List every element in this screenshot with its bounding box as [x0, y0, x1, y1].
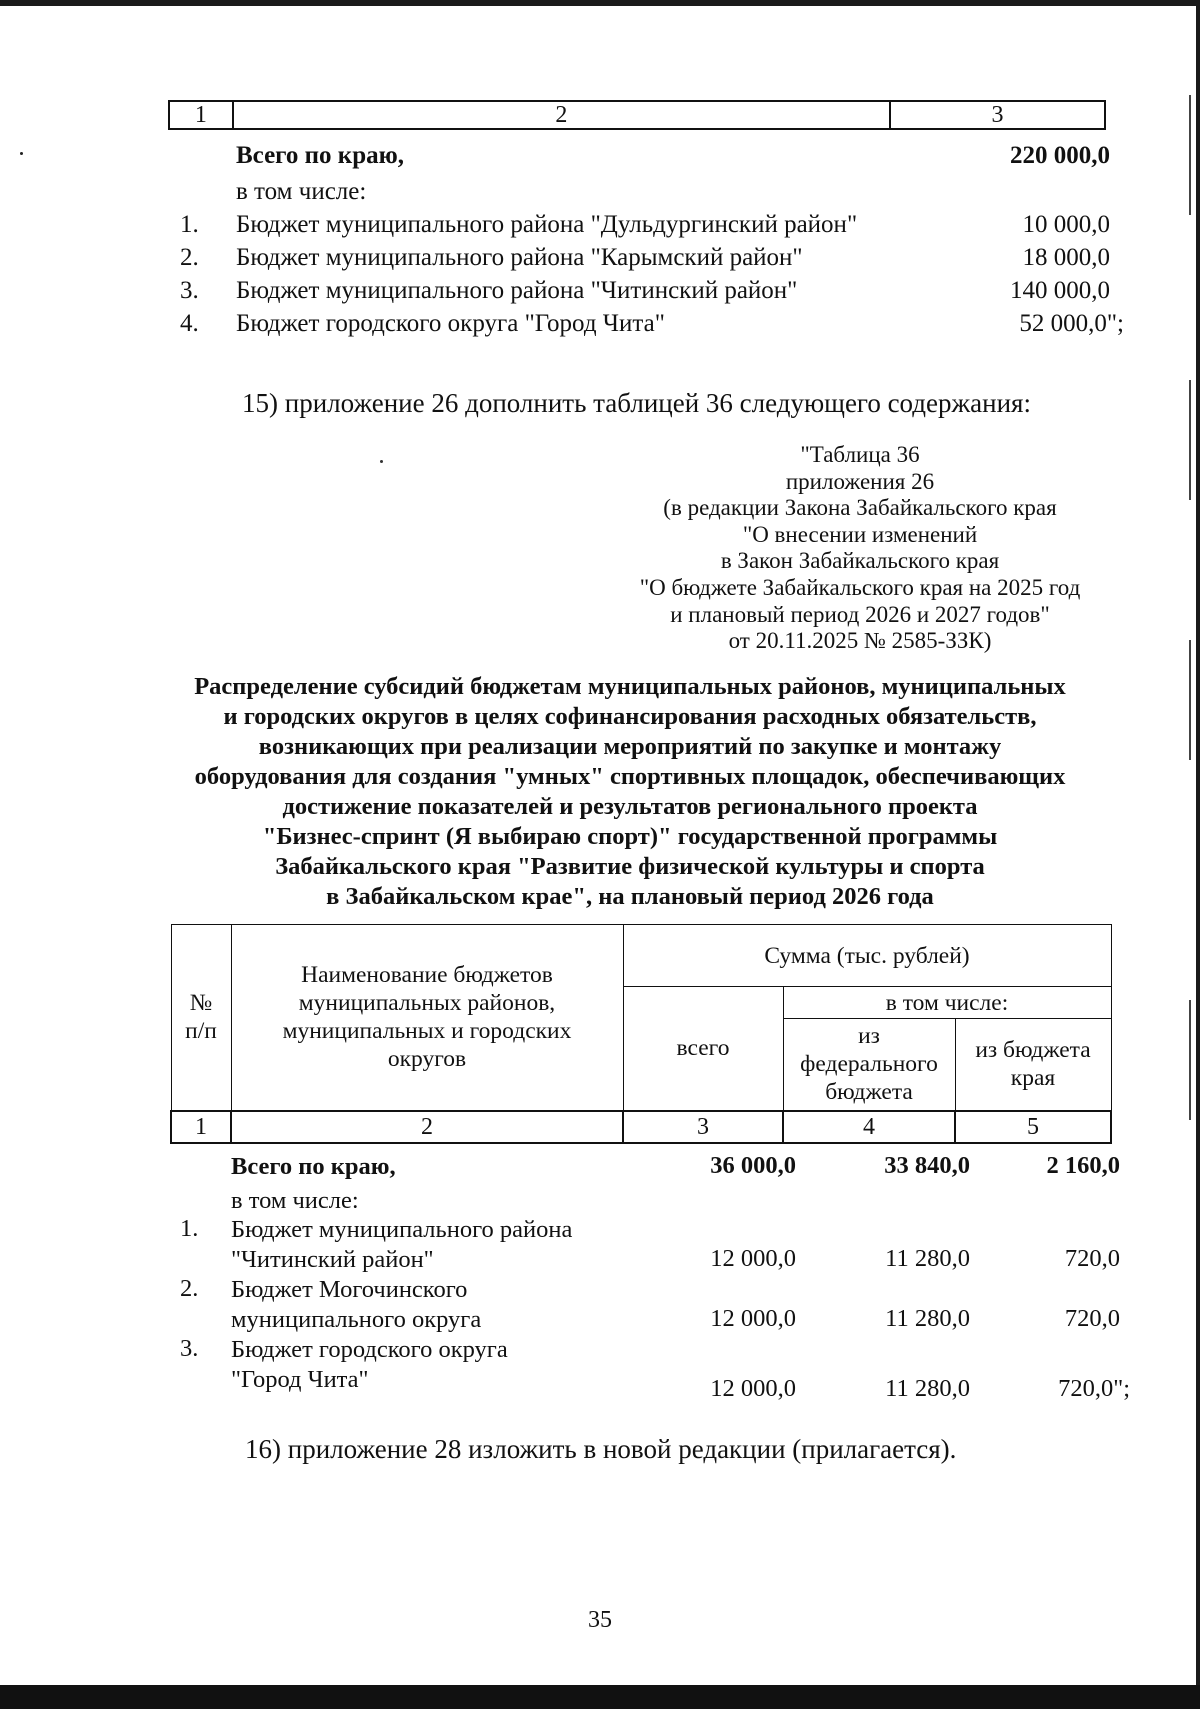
title-line: в Забайкальском крае", на плановый период 2026 года	[326, 883, 934, 910]
top-table-index-cell: 1	[170, 102, 234, 128]
top-table-index-row	[168, 100, 1106, 130]
row-regional: 720,0	[1064, 1245, 1120, 1272]
header-sum: Сумма (тыс. рублей)	[623, 925, 1111, 987]
scan-edge-mark	[1189, 95, 1191, 215]
caption-line: приложения 26	[785, 468, 935, 494]
row-name-line1: Бюджет Могочинского	[231, 1276, 468, 1303]
table-row	[180, 310, 1124, 342]
top-table-total-label: Всего по краю,	[236, 142, 404, 169]
title-line: возникающих при реализации мероприятий по закупке и монтажу	[258, 733, 1002, 760]
caption-line: и плановый период 2026 и 2027 годов"	[670, 601, 1050, 627]
subtotal-label: в том числе:	[231, 1187, 359, 1214]
row-regional: 720,0	[1064, 1305, 1120, 1332]
top-table-total-row	[180, 142, 1110, 174]
main-table-index-row	[171, 1111, 1111, 1143]
row-number: 4.	[180, 310, 199, 337]
header-num: № п/п	[171, 925, 231, 1111]
row-number: 1.	[180, 211, 199, 238]
row-number: 3.	[180, 277, 199, 304]
row-federal: 11 280,0	[885, 1375, 970, 1402]
row-total: 12 000,0	[710, 1375, 796, 1402]
scan-edge-mark	[1189, 640, 1191, 760]
total-label: Всего по краю,	[231, 1153, 396, 1180]
top-table-subtotal-row	[180, 178, 1110, 210]
row-number: 3.	[180, 1335, 199, 1362]
title-line: Распределение субсидий бюджетам муниципальных районов, муниципальных	[194, 673, 1066, 700]
row-regional: 720,0";	[1058, 1375, 1130, 1402]
table-caption	[600, 442, 1120, 655]
row-federal: 11 280,0	[885, 1305, 970, 1332]
header-including: в том числе:	[783, 987, 1111, 1019]
header-federal: из федерального бюджета	[783, 1019, 955, 1111]
row-value: 18 000,0	[1022, 244, 1110, 271]
index-cell: 2	[231, 1111, 623, 1143]
title-line: оборудования для создания "умных" спортивных площадок, обеспечивающих	[194, 763, 1066, 790]
title-line: Забайкальского края "Развитие физической культуры и спорта	[275, 853, 985, 880]
total-federal: 33 840,0	[884, 1152, 970, 1179]
top-table-subtotal-label: в том числе:	[236, 178, 367, 205]
total-sum: 36 000,0	[710, 1152, 796, 1179]
header-regional: из бюджета края	[955, 1019, 1111, 1111]
page-number: 35	[588, 1607, 612, 1633]
row-value: 52 000,0";	[1019, 310, 1124, 337]
scan-border-top	[0, 0, 1200, 6]
total-regional: 2 160,0	[1046, 1152, 1120, 1179]
scan-border-bottom	[0, 1685, 1200, 1709]
row-value: 140 000,0	[1010, 277, 1110, 304]
row-number: 2.	[180, 244, 199, 271]
row-total: 12 000,0	[710, 1245, 796, 1272]
row-name-line2: муниципального округа	[231, 1306, 482, 1333]
row-name-line2: "Читинский район"	[231, 1246, 434, 1273]
caption-line: "О внесении изменений	[742, 521, 978, 547]
table-row	[180, 277, 1110, 309]
row-value: 10 000,0	[1022, 211, 1110, 238]
caption-line: "О бюджете Забайкальского края на 2025 год	[639, 574, 1081, 600]
main-table-total-row	[180, 1152, 1120, 1184]
title-line: и городских округов в целях софинансирования расходных обязательств,	[223, 703, 1037, 730]
row-name: Бюджет муниципального района "Дульдургинский район"	[236, 211, 858, 238]
index-cell: 4	[783, 1111, 955, 1143]
index-cell: 1	[171, 1111, 231, 1143]
index-cell: 3	[623, 1111, 783, 1143]
caption-line: от 20.11.2025 № 2585-ЗЗК)	[728, 628, 992, 654]
row-number: 2.	[180, 1275, 199, 1302]
row-total: 12 000,0	[710, 1305, 796, 1332]
caption-line: в Закон Забайкальского края	[720, 548, 1000, 574]
scan-border-right	[1196, 0, 1200, 1709]
main-table-header	[170, 924, 1112, 1144]
top-table-total-value: 220 000,0	[1010, 142, 1110, 169]
title-line: "Бизнес-спринт (Я выбираю спорт)" государственной программы	[262, 823, 998, 850]
top-table-index-cell: 2	[234, 102, 891, 128]
header-total: всего	[623, 987, 783, 1111]
row-name-line1: Бюджет городского округа	[231, 1336, 508, 1363]
table-row	[180, 1335, 1130, 1407]
scan-edge-mark	[1189, 1000, 1191, 1120]
paragraph-15: 15) приложение 26 дополнить таблицей 36 следующего содержания:	[242, 388, 1031, 418]
caption-line: "Таблица 36	[800, 442, 920, 467]
row-name-line2: "Город Чита"	[231, 1366, 369, 1393]
row-federal: 11 280,0	[885, 1245, 970, 1272]
main-table-subtotal-row	[180, 1186, 1120, 1216]
row-number: 1.	[180, 1215, 199, 1242]
table-row	[180, 211, 1110, 243]
table-row	[180, 1215, 1120, 1277]
scan-speck	[380, 460, 383, 463]
row-name: Бюджет муниципального района "Карымский район"	[236, 244, 803, 271]
header-name: Наименование бюджетов муниципальных районов, муниципальных и городских округов	[231, 925, 623, 1111]
table-row	[180, 1275, 1120, 1337]
caption-line: (в редакции Закона Забайкальского края	[663, 495, 1057, 521]
paragraph-16: 16) приложение 28 изложить в новой редакции (прилагается).	[245, 1434, 957, 1464]
top-table-index-cell: 3	[991, 101, 1004, 128]
table-row	[180, 244, 1110, 276]
row-name: Бюджет муниципального района "Читинский район"	[236, 277, 798, 304]
row-name-line1: Бюджет муниципального района	[231, 1216, 573, 1243]
scan-speck	[20, 152, 23, 155]
row-name: Бюджет городского округа "Город Чита"	[236, 310, 665, 337]
scan-edge-mark	[1189, 380, 1191, 500]
title-line: достижение показателей и результатов регионального проекта	[282, 793, 978, 820]
document-title	[150, 672, 1110, 912]
index-cell: 5	[955, 1111, 1111, 1143]
